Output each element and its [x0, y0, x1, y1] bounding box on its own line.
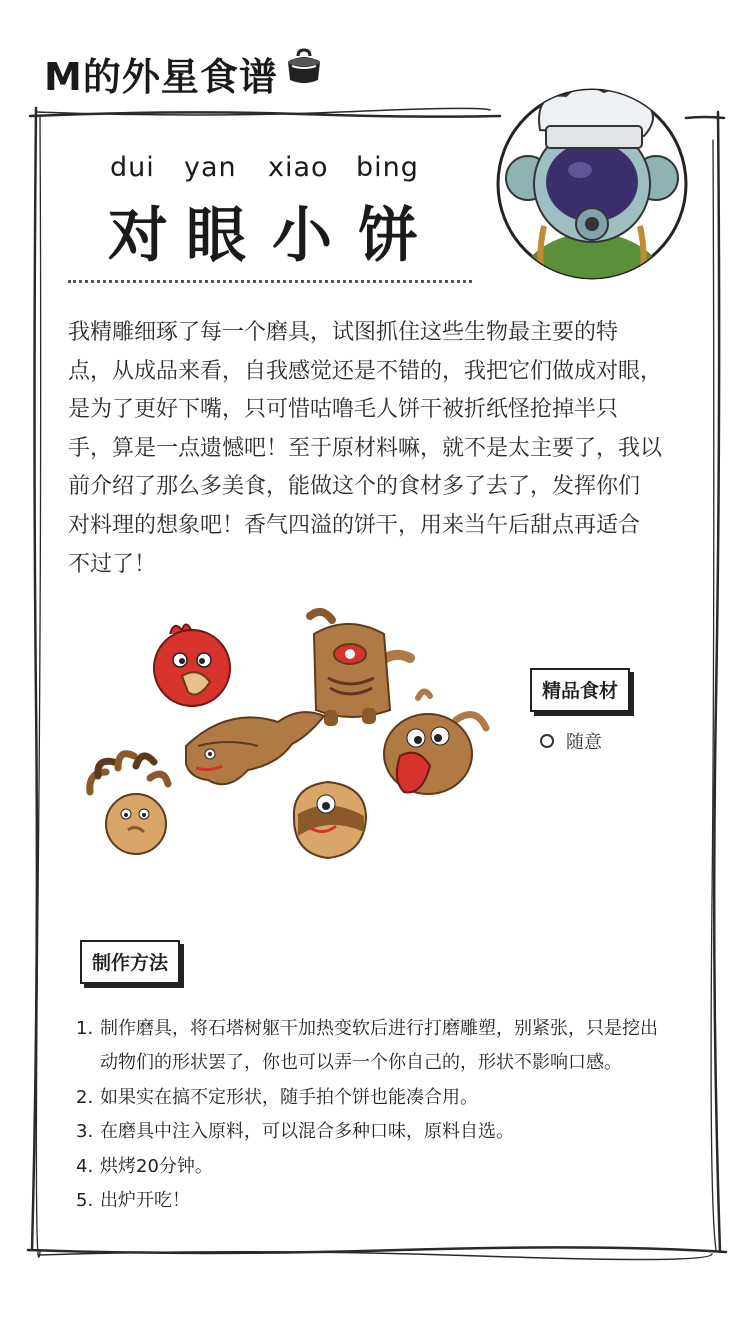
- dotted-divider: [68, 280, 472, 283]
- step-line: 在磨具中注入原料，可以混合多种口味，原料自选。: [100, 1121, 514, 1143]
- intro-line: 点，从成品来看，自我感觉还是不错的，我把它们做成对眼，: [68, 358, 663, 384]
- intro-line: 是为了更好下嘴，只可惜咕噜毛人饼干被折纸怪抢掉半只: [68, 397, 619, 423]
- pinyin-2: yan: [184, 152, 237, 183]
- page-title: M的外星食谱: [44, 55, 278, 99]
- ingredient-text: 随意: [566, 732, 602, 753]
- intro-line: 前介绍了那么多美食，能做这个的食材多了去了，发挥你们: [68, 474, 641, 500]
- step-line: 动物们的形状罢了，你也可以弄一个你自己的，形状不影响口感。: [100, 1052, 622, 1074]
- pinyin-3: xiao: [268, 152, 329, 183]
- cooking-pot-icon: [284, 46, 324, 86]
- bullet-icon: [540, 734, 554, 748]
- intro-line: 对料理的想象吧！香气四溢的饼干，用来当午后甜点再适合: [68, 512, 641, 538]
- step-item: [76, 1081, 706, 1115]
- step-item: [76, 1012, 706, 1081]
- recipe-title-char-2: 眼: [186, 201, 246, 271]
- recipe-title-char-1: 对: [108, 201, 168, 271]
- step-line: 制作磨具，将石塔树躯干加热变软后进行打磨雕塑，别紧张，只是挖出: [100, 1018, 658, 1039]
- crocodile-cookie: [186, 712, 324, 784]
- step-number: 3.: [76, 1121, 94, 1143]
- step-number: 1.: [76, 1018, 94, 1039]
- step-number: 4.: [76, 1155, 94, 1177]
- method-label: 制作方法: [80, 940, 180, 984]
- ingredient-item: [540, 728, 602, 754]
- recipe-title-char-4: 饼: [358, 201, 418, 271]
- recipe-title-char-3: 小: [272, 201, 332, 271]
- step-number: 2.: [76, 1086, 94, 1108]
- step-item: [76, 1150, 706, 1184]
- step-line: 如果实在搞不定形状，随手拍个饼也能凑合用。: [100, 1086, 478, 1108]
- step-line: 出炉开吃！: [100, 1190, 190, 1212]
- step-line: 烘烤20分钟。: [100, 1155, 213, 1177]
- chef-astronaut-avatar: [494, 86, 690, 282]
- step-item: [76, 1184, 706, 1218]
- cookies-illustration: [78, 596, 508, 880]
- intro-line: 不过了！: [68, 551, 157, 577]
- pinyin-1: dui: [110, 152, 155, 183]
- fuzzy-monster-cookie: [384, 691, 486, 794]
- square-monster-cookie: [310, 612, 410, 726]
- one-eyed-cookie: [294, 782, 366, 858]
- ingredients-label: 精品食材: [530, 668, 630, 712]
- recipe-intro: [68, 314, 700, 584]
- intro-line: 我精雕细琢了每一个磨具，试图抓住这些生物最主要的特: [68, 320, 619, 345]
- step-item: [76, 1115, 706, 1149]
- method-steps: [76, 1012, 706, 1218]
- red-bird-cookie: [154, 624, 230, 706]
- step-number: 5.: [76, 1190, 94, 1212]
- turkey-cookie: [90, 754, 168, 854]
- pinyin-4: bing: [356, 152, 419, 183]
- intro-line: 手，算是一点遗憾吧！至于原材料嘛，就不是太主要了，我以: [68, 435, 663, 461]
